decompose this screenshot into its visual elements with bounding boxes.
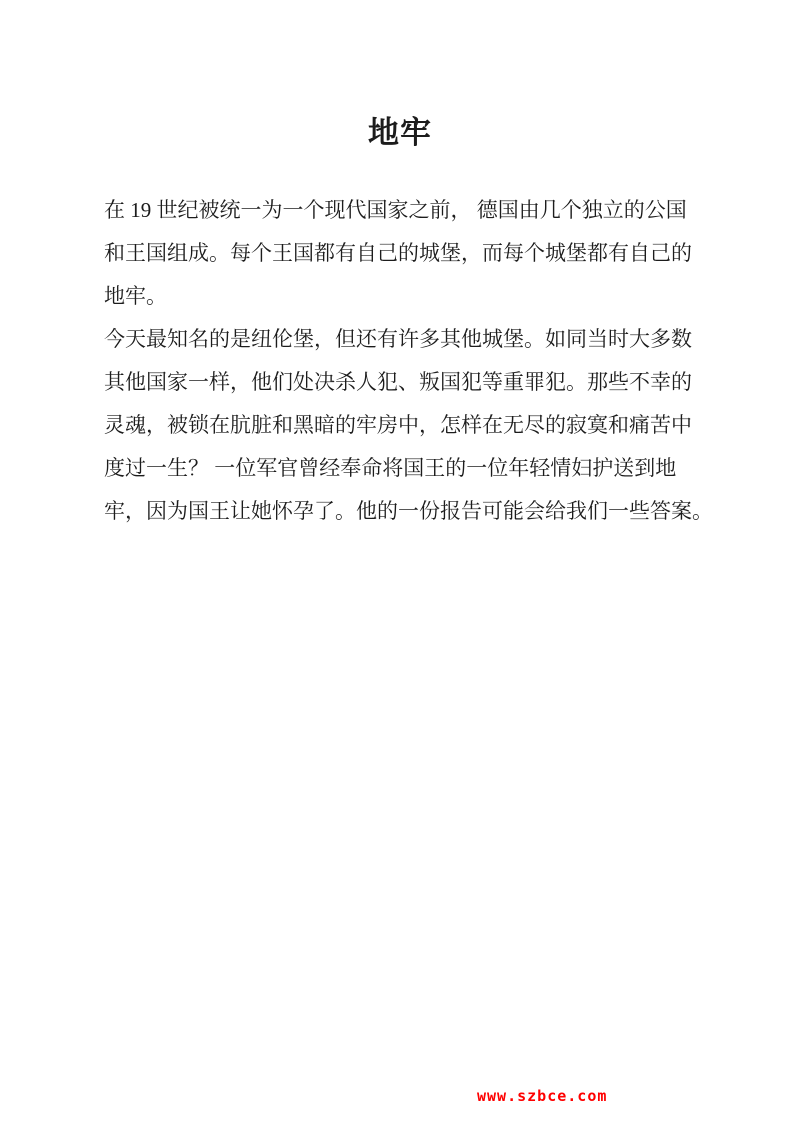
text-line: 和王国组成。每个王国都有自己的城堡，而每个城堡都有自己的: [104, 241, 692, 265]
paragraph: [104, 318, 713, 533]
text-line: 灵魂，被锁在肮脏和黑暗的牢房中，怎样在无尽的寂寞和痛苦中: [104, 413, 692, 437]
text-line: 地牢。: [104, 284, 167, 308]
text-line: 在 19 世纪被统一为一个现代国家之前， 德国由几个独立的公国: [104, 198, 687, 222]
text-line: 度过一生？ 一位军官曾经奉命将国王的一位年轻情妇护送到地: [104, 456, 677, 480]
text-line: 其他国家一样，他们处决杀人犯、叛国犯等重罪犯。那些不幸的: [104, 370, 692, 394]
document-body: [104, 189, 713, 533]
text-line: 今天最知名的是纽伦堡，但还有许多其他城堡。如同当时大多数: [104, 327, 692, 351]
page-title: 地牢: [368, 115, 432, 150]
watermark-url: www.szbce.com: [477, 1087, 608, 1105]
text-line: 牢，因为国王让她怀孕了。他的一份报告可能会给我们一些答案。: [104, 499, 713, 523]
paragraph: [104, 189, 690, 318]
